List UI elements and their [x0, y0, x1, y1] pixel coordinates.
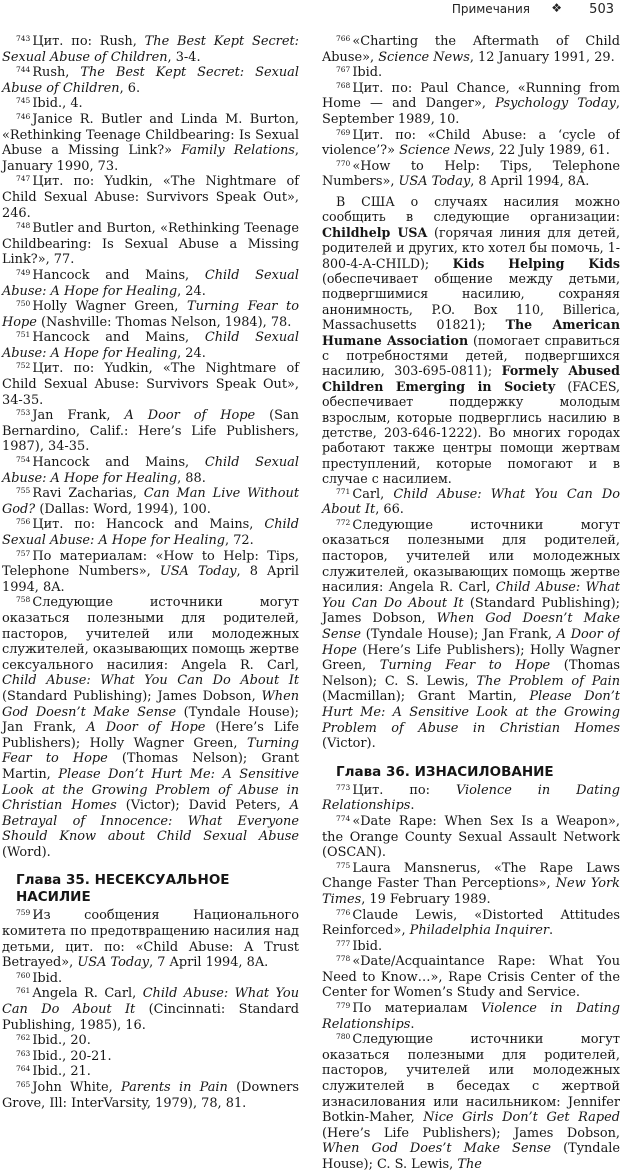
note-text: В США о случаях насилия можно сообщить в следующие организации: — [322, 193, 620, 225]
note-text: Claude Lewis, «Distorted Attitudes Reinforced», — [322, 907, 620, 939]
footnote-number: 760 — [16, 970, 31, 980]
footnote-number: 778 — [336, 954, 351, 964]
italic-title: Nice Girls Don’t Get Raped — [423, 1110, 620, 1126]
footnote-number: 780 — [336, 1032, 351, 1042]
note-text: Rush, — [32, 65, 81, 81]
note-text: «Date Rape: When Sex Is a Weapon», the Orange County Sexual Assault Network (OSCAN). — [322, 813, 620, 861]
note-text: Цит. по: Rush, — [32, 34, 145, 49]
note-text: (Thomas Nelson); C. S. Lewis, — [322, 658, 620, 689]
footnote — [2, 96, 299, 112]
footnote-number: 779 — [336, 1001, 351, 1011]
footnote-number: 746 — [16, 111, 31, 121]
note-text: (Tyndale House); C. S. Lewis, — [322, 1141, 620, 1172]
note-text: . — [410, 1016, 415, 1032]
note-text: , January 1990, 73. — [2, 143, 299, 174]
note-text: Ibid., 20-21. — [32, 1048, 112, 1064]
footnote-number: 772 — [336, 517, 351, 527]
note-text: Следующие источники могут оказаться полезными для родителей, пасторов, учителей или молодежных служителей, оказывающих помощь жертве насилия: Angela R. Carl, — [322, 517, 620, 596]
footnote — [2, 908, 299, 970]
note-text: (Standard Publishing); James Dobson, — [2, 688, 262, 704]
note-text: Ibid., 20. — [32, 1033, 91, 1049]
organization-name: Kids Helping Kids — [452, 255, 620, 271]
note-text: Цит. по: «Child Abuse: a ‘cycle of violence’?» — [322, 127, 620, 159]
footnote — [322, 908, 620, 939]
note-text: (Here’s Life Publishers); James Dobson, — [322, 1125, 620, 1141]
footnote — [322, 939, 620, 955]
chapter-heading: Глава 35. НЕСЕКСУАЛЬНОЕ НАСИЛИЕ — [16, 872, 230, 906]
note-text: Laura Mansnerus, «The Rape Laws Change Faster Than Perceptions», — [322, 860, 620, 892]
note-text: (San Bernardino, Calif.: Here’s Life Publishers, 1987), 34-35. — [2, 408, 299, 455]
note-text: , 88. — [177, 470, 206, 486]
note-text: (Cincinnati: Standard Publishing, 1985), 16. — [2, 1002, 299, 1033]
left-column — [2, 34, 299, 1111]
footnote — [2, 1033, 299, 1049]
italic-title: New York Times — [322, 876, 620, 907]
note-text: Ibid. — [32, 970, 63, 986]
footnote — [2, 1080, 299, 1111]
italic-title: Child Sexual Abuse: A Hope for Healing — [2, 330, 299, 361]
note-text: Ibid., 4. — [32, 96, 83, 112]
footnote-number: 766 — [336, 34, 351, 43]
footnote-number: 750 — [16, 299, 31, 309]
footnote-number: 751 — [16, 330, 31, 340]
italic-title: Philadelphia Inquirer — [409, 923, 550, 939]
footnote-number: 769 — [336, 127, 351, 137]
note-text: (Here’s Life Publishers); Holly Wagner Green, — [322, 642, 620, 674]
note-text: John White, — [32, 1080, 121, 1095]
footnote — [2, 330, 299, 361]
footnote — [2, 112, 299, 174]
note-text: Следующие источники могут оказаться полезными для родителей, пасторов, учителей или молодежных служителей, оказывающих помощь жертве сексуального насилия: Angela R. Carl, — [2, 595, 299, 673]
note-text: Ibid., 21. — [32, 1064, 91, 1080]
note-text: , 24. — [177, 283, 206, 299]
footnote-number: 761 — [16, 986, 31, 996]
organization-name: Formely Abused Children Emerging in Society — [322, 363, 620, 394]
notes-group — [2, 908, 299, 1111]
note-text: , 8 April 1994, 8A. — [2, 564, 299, 595]
italic-title: USA Today — [398, 174, 471, 190]
footnote — [322, 34, 620, 65]
note-text: , 24. — [177, 345, 206, 361]
note-text: (Victor); David Peters, — [116, 798, 290, 814]
page-number: 503 — [589, 2, 614, 17]
footnote — [2, 34, 299, 65]
note-text: (Here’s Life Publishers); Holly Wagner Green, — [2, 720, 299, 751]
footnote-number: 767 — [336, 65, 351, 75]
footnote-number: 757 — [16, 548, 31, 558]
note-text: , 72. — [225, 533, 254, 548]
note-text: Jan Frank, — [32, 408, 125, 424]
footnote — [2, 595, 299, 860]
note-text: (Macmillan); Grant Martin, — [322, 689, 530, 705]
notes-group — [322, 487, 620, 752]
italic-title: A Door of Hope — [322, 627, 620, 658]
footnote-number: 745 — [16, 96, 31, 106]
note-text: (Victor). — [322, 736, 376, 752]
note-text: Цит. по: Paul Chance, «Running from Home — and Danger», — [322, 80, 620, 112]
footnote-number: 753 — [16, 408, 31, 418]
footnote-number: 776 — [336, 907, 351, 917]
note-text: Hancock and Mains, — [32, 455, 205, 471]
organization-name: The American Humane Association — [322, 317, 620, 348]
note-text: , 19 February 1989. — [361, 891, 491, 907]
footnote — [322, 65, 620, 81]
note-text: Цит. по: Hancock and Mains, — [32, 517, 265, 533]
note-text: , 12 January 1991, 29. — [469, 49, 615, 65]
italic-title: Child Abuse: What You Can Do About It — [2, 986, 299, 1018]
footnote — [322, 128, 620, 159]
footnote — [2, 65, 299, 96]
note-text: . — [549, 923, 554, 939]
footnote-number: 764 — [16, 1064, 31, 1074]
notes-group — [322, 34, 620, 190]
footnote — [322, 518, 620, 752]
note-text: , 66. — [375, 502, 404, 518]
footnote — [322, 861, 620, 908]
italic-title: Parents in Pain — [121, 1080, 228, 1095]
note-text: (Word). — [2, 844, 51, 860]
footnote-number: 748 — [16, 221, 31, 231]
notes-group — [2, 34, 299, 860]
note-text: Цит. по: Yudkin, «The Nightmare of Child Sexual Abuse: Survivors Speak Out», 34-35. — [2, 361, 299, 408]
note-text: , 6. — [119, 80, 141, 96]
footnote-number: 771 — [336, 486, 351, 496]
note-text: По материалам: «How to Help: Tips, Telephone Numbers», — [2, 548, 299, 580]
footnote — [322, 814, 620, 861]
footnote-number: 754 — [16, 455, 31, 465]
chapter-heading: Глава 36. ИЗНАСИЛОВАНИЕ — [336, 763, 554, 780]
footnote-number: 743 — [16, 34, 31, 43]
footnote — [2, 361, 299, 408]
note-text: Hancock and Mains, — [32, 267, 205, 283]
note-text: Следующие источники могут оказаться полезными для родителей, пасторов, учителей или молодежных служителей в беседах с жертвой изнасилования или насильником: Jennifer Botkin-Maher, — [322, 1032, 620, 1126]
footnote-number: 744 — [16, 65, 31, 75]
footnote — [2, 986, 299, 1033]
note-text: (обеспечивает общение между детьми, подвергшимися насилию, сохраняя анонимность, P.O. Box 110, Billerica, Massachusetts 01821); — [322, 270, 620, 333]
organizations-paragraph — [322, 194, 620, 487]
footnote-number: 755 — [16, 486, 31, 496]
note-text: Hancock and Mains, — [32, 330, 205, 346]
note-text: (FACES, обеспечивает поддержку молодым взрослым, которые подверглись насилию в детстве, 203-646-1222). Во многих городах работают также центры помощи жертвам преступлений, которые помогают и в случае с насилием. — [322, 378, 620, 487]
footnote — [2, 408, 299, 455]
italic-title: Psychology Today — [495, 96, 616, 112]
organization-name: Childhelp USA — [322, 224, 428, 240]
page-header — [0, 0, 620, 22]
note-text: (Thomas Nelson); Grant Martin, — [2, 751, 300, 782]
footnote-number: 752 — [16, 361, 31, 371]
footnote — [2, 455, 299, 486]
italic-title: Child Sexual Abuse: A Hope for Healing — [2, 517, 299, 548]
footnote — [322, 954, 620, 1001]
diamond-separator-icon: ❖ — [551, 1, 562, 15]
italic-title: Child Sexual Abuse: A Hope for Healing — [2, 267, 299, 299]
italic-title: A Door of Hope — [124, 408, 256, 424]
note-text: «How to Help: Tips, Telephone Numbers», — [322, 158, 620, 190]
italic-title: Turning Fear to Hope — [379, 658, 551, 674]
footnote — [2, 1049, 299, 1065]
footnote-number: 774 — [336, 813, 351, 823]
note-text: Holly Wagner Green, — [32, 299, 188, 315]
italic-title: Child Abuse: What You Can Do About It — [322, 580, 620, 611]
footnote-number: 747 — [16, 174, 31, 184]
footnote-number: 759 — [16, 908, 31, 918]
note-text: , 8 April 1994, 8A. — [470, 174, 590, 190]
footnote — [322, 159, 620, 190]
italic-title: Science News — [399, 143, 491, 159]
italic-title: USA Today — [159, 564, 237, 580]
footnote — [2, 549, 299, 596]
footnote-number: 773 — [336, 782, 351, 792]
italic-title: When God Doesn’t Make Sense — [322, 611, 620, 642]
note-text: (горячая линия для детей, родителей и других, кто хотел бы помочь, 1-800-4-A-CHILD); — [322, 224, 620, 271]
footnote — [322, 1032, 620, 1172]
footnote — [322, 487, 620, 518]
footnote-number: 763 — [16, 1048, 31, 1058]
italic-title: Science News — [378, 49, 470, 65]
italic-title: When God Does’t Make Sense — [322, 1141, 552, 1157]
note-text: Butler and Burton, «Rethinking Teenage Childbearing: Is Sexual Abuse a Missing Link?», 77. — [2, 221, 299, 268]
note-text: (Tyndale House); Jan Frank, — [2, 704, 299, 736]
note-text: Цит. по: Yudkin, «The Nightmare of Child Sexual Abuse: Survivors Speak Out», 246. — [2, 174, 299, 221]
italic-title: When God Doesn’t Make Sense — [2, 688, 299, 720]
footnote — [2, 1064, 299, 1080]
italic-title: USA Today — [77, 955, 150, 971]
footnote — [2, 486, 299, 517]
note-text: , 3-4. — [167, 49, 201, 65]
footnote-number: 749 — [16, 267, 31, 277]
footnote — [2, 517, 299, 548]
italic-title: Child Abuse: What You Can Do About It — [322, 486, 620, 518]
note-text: Ravi Zacharias, — [32, 486, 144, 502]
italic-title: Turning Fear to Hope — [2, 735, 299, 767]
italic-title: Violence in Dating Relationships — [322, 1001, 620, 1032]
note-text: , September 1989, 10. — [322, 96, 620, 127]
italic-title: The Best Kept Secret: Sexual Abuse of Children — [2, 65, 299, 96]
note-text: Цит. по: — [352, 782, 456, 798]
note-text: , 22 July 1989, 61. — [490, 143, 610, 159]
italic-title: A Door of Hope — [86, 720, 206, 736]
section-title: Примечания — [451, 2, 530, 16]
note-text: «Charting the Aftermath of Child Abuse», — [322, 34, 620, 65]
footnote — [2, 221, 299, 268]
footnote — [2, 268, 299, 299]
note-text: (Dallas: Word, 1994), 100. — [35, 501, 211, 517]
note-text: , 7 April 1994, 8A. — [149, 955, 269, 971]
italic-title: Child Sexual Abuse: A Hope for Healing — [2, 455, 299, 486]
footnote — [322, 1001, 620, 1032]
note-text: (Standard Publishing); James Dobson, — [322, 595, 620, 627]
note-text: (помогает справиться с потребностями детей, подвергшихся насилию, 303-695-0811); — [322, 332, 620, 379]
note-text: Janice R. Butler and Linda M. Burton, «Rethinking Teenage Childbearing: Is Sexual Abuse a Missing Link?» — [2, 111, 299, 159]
footnote-number: 762 — [16, 1033, 31, 1043]
note-text: Из сообщения Национального комитета по предотвращению насилия над детьми, цит. по: «Child Abuse: A Trust Betrayed», — [2, 908, 299, 971]
footnote — [322, 81, 620, 128]
italic-title: The Problem of Pain — [476, 673, 620, 689]
footnote — [2, 299, 299, 330]
italic-title: Can Man Live Without God? — [2, 486, 300, 517]
italic-title: Child Abuse: What You Can Do About It — [2, 673, 299, 689]
italic-title: Family Relations — [181, 143, 295, 159]
italic-title: The Best Kept Secret: Sexual Abuse of Children — [2, 34, 299, 65]
footnote — [2, 174, 299, 221]
italic-title: A Betrayal of Innocence: What Everyone Should Know about Child Sexual Abuse — [2, 798, 299, 845]
footnote — [322, 783, 620, 814]
note-text: . — [410, 798, 415, 814]
note-text: (Tyndale House); Jan Frank, — [361, 627, 557, 642]
right-column — [322, 34, 620, 1173]
note-text: Ibid. — [352, 65, 383, 81]
note-text: По материалам — [352, 1001, 482, 1017]
italic-title: Please Don’t Hurt Me: A Sensitive Look at the Growing Problem of Abuse in Christian Homes — [2, 766, 299, 814]
italic-title: Please Don’t Hurt Me: A Sensitive Look at the Growing Problem of Abuse in Christian Homes — [322, 689, 620, 736]
italic-title: Turning Fear to Hope — [2, 299, 299, 330]
note-text: (Nashville: Thomas Nelson, 1984), 78. — [36, 314, 292, 330]
note-text: Carl, — [352, 486, 394, 502]
footnote-number: 758 — [16, 595, 31, 605]
italic-title: Violence in Dating Relationships — [322, 782, 620, 814]
footnote-number: 777 — [336, 938, 351, 948]
notes-group — [322, 783, 620, 1173]
italic-title: The — [457, 1157, 482, 1172]
note-text: Ibid. — [352, 938, 383, 954]
footnote-number: 756 — [16, 517, 31, 527]
note-text: «Date/Acquaintance Rape: What You Need to Know…», Rape Crisis Center of the Center for Women’s Study and Service. — [322, 954, 620, 1001]
footnote — [2, 971, 299, 987]
footnote-number: 768 — [336, 80, 351, 90]
footnote-number: 770 — [336, 158, 351, 168]
note-text: Angela R. Carl, — [32, 986, 143, 1002]
note-text: (Downers Grove, Ill: InterVarsity, 1979), 78, 81. — [2, 1080, 300, 1111]
footnote-number: 775 — [336, 860, 351, 870]
footnote-number: 765 — [16, 1080, 31, 1089]
